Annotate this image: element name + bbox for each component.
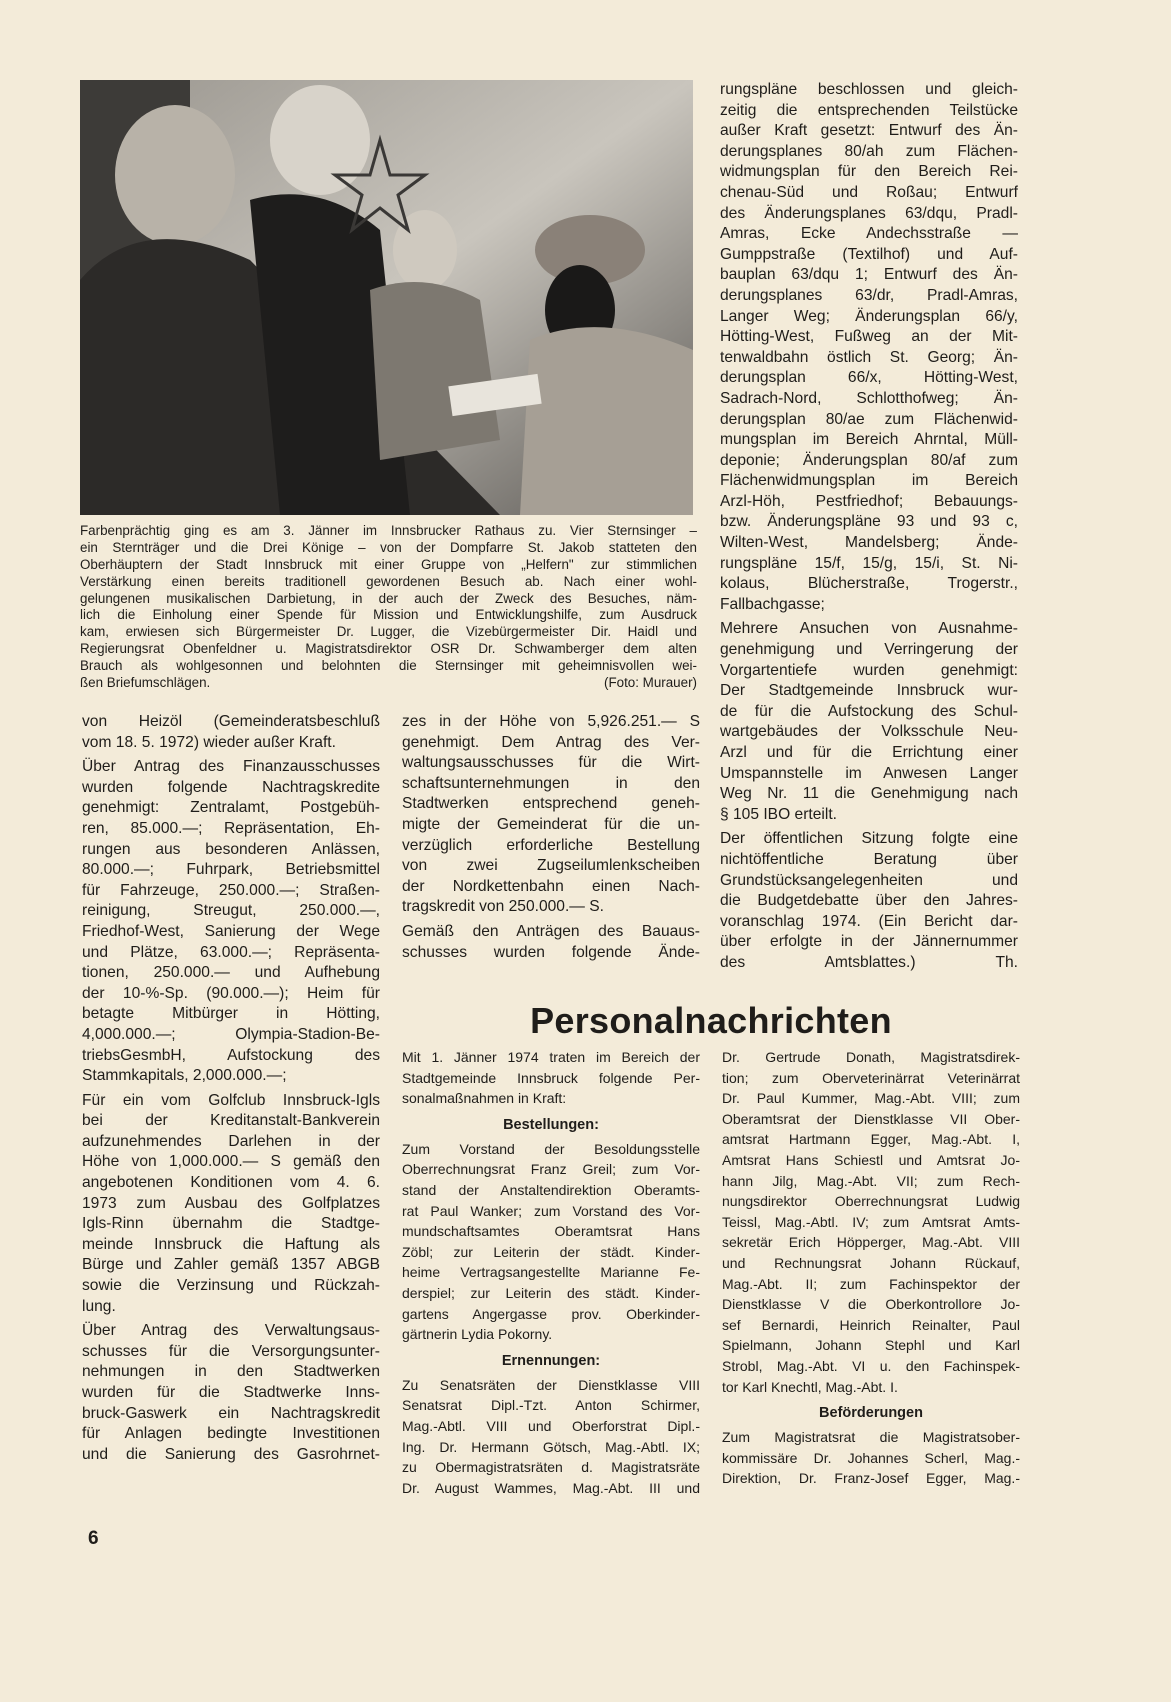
text-line: sef Bernardi, Heinrich Reinalter, Paul — [722, 1316, 1020, 1333]
text-line: betagte Mitbürger in Hötting, — [82, 1005, 380, 1023]
text-line: Spielmann, Johann Stephl und Karl — [722, 1337, 1020, 1354]
text-line: derungsplanes 63/dr, Pradl-Amras, — [720, 286, 1018, 304]
text-line: derungsplan 80/ae zum Flächenwid- — [720, 410, 1018, 428]
personnel-column-right — [722, 1047, 1020, 1489]
text-line: gärtnerin Lydia Pokorny. — [402, 1326, 553, 1343]
paragraph — [82, 1091, 380, 1318]
text-line: nichtöffentliche Beratung über — [720, 850, 1018, 868]
text-line: waltungsausschusses für die Wirt- — [402, 754, 700, 772]
paragraph — [402, 1139, 700, 1345]
text-line: bruck-Gaswerk ein Nachtragskredit — [82, 1404, 380, 1422]
text-line: zes in der Höhe von 5,926.251.— S — [402, 713, 700, 730]
text-line: Gumppstraße (Textilhof) und Auf- — [720, 245, 1018, 263]
caption-line: Regierungsrat Obenfeldner u. Magistratsdirektor OSR Dr. Schwamberger dem alten — [80, 641, 697, 657]
text-line: Der Stadtgemeinde Innsbruck wur- — [720, 682, 1018, 700]
text-line: Direktion, Dr. Franz-Josef Egger, Mag.- — [722, 1470, 1020, 1487]
text-line: Teissl, Mag.-Abtl. IV; zum Amtsrat Amts- — [722, 1213, 1020, 1230]
text-line: tor Karl Knechtl, Mag.-Abt. I. — [722, 1378, 898, 1395]
text-line: Dr. Paul Kummer, Mag.-Abt. VIII; zum — [722, 1090, 1020, 1107]
paragraph — [402, 1047, 700, 1109]
text-line: Dr. Gertrude Donath, Magistratsdirek- — [722, 1049, 1020, 1065]
text-line: derspiel; zur Leiterin des städt. Kinder- — [402, 1284, 700, 1301]
text-line: Amras, Ecke Andechsstraße — — [720, 225, 1018, 243]
paragraph — [82, 712, 380, 753]
text-line: Dienstklasse V die Oberkontrollore Jo- — [722, 1296, 1020, 1313]
text-line: gartens Angergasse prov. Oberkinder- — [402, 1305, 700, 1322]
text-line: der 10-%-Sp. (90.000.—); Heim für — [82, 984, 380, 1002]
text-line: Oberrechnungsrat Franz Greil; zum Vor- — [402, 1161, 700, 1178]
text-line: nungsdirektor Oberrechnungsrat Ludwig — [722, 1193, 1020, 1210]
text-line: schaftsunternehmungen in den — [402, 774, 700, 792]
text-line: Arzl-Höh, Pestfriedhof; Bebauungs- — [720, 492, 1018, 510]
paragraph — [402, 712, 700, 918]
text-line: Igls-Rinn übernahm die Stadtge- — [82, 1215, 380, 1233]
text-line: Mag.-Abt. II; zum Fachinspektor der — [722, 1275, 1020, 1292]
text-line: und Plätze, 63.000.—; Repräsenta- — [82, 943, 380, 961]
text-line: 1973 zum Ausbau des Golfplatzes — [82, 1194, 380, 1212]
sternsinger-photo — [80, 80, 693, 515]
text-line: amtsrat Hartmann Egger, Mag.-Abt. I, — [722, 1131, 1020, 1148]
paragraph — [82, 757, 380, 1087]
text-line: und die Sanierung des Gasrohrnet- — [82, 1445, 380, 1463]
text-line: reinigung, Streugut, 250.000.—, — [82, 902, 380, 920]
text-line: Wilten-West, Mandelsberg; Ände- — [720, 534, 1018, 552]
text-line: mungsplan im Bereich Ahrntal, Müll- — [720, 431, 1018, 449]
caption-line: ein Sternträger und die Drei Könige – von der Dompfarre St. Jakob statteten den — [80, 539, 697, 555]
text-line: derungsplan 66/x, Hötting-West, — [720, 369, 1018, 387]
text-line: zeitig die entsprechenden Teilstücke — [720, 101, 1018, 119]
paragraph — [82, 1321, 380, 1465]
photo-image — [80, 80, 693, 515]
paragraph — [722, 1047, 1020, 1397]
text-line: rungspläne beschlossen und gleich- — [720, 81, 1018, 98]
subheading: Beförderungen — [819, 1405, 923, 1422]
text-line: 80.000.—; Fuhrpark, Betriebsmittel — [82, 861, 380, 879]
text-line: Senatsrat Dipl.-Tzt. Anton Schirmer, — [402, 1397, 700, 1414]
text-line: von zwei Zugseilumlenkscheiben — [402, 857, 700, 875]
paragraph — [402, 1375, 700, 1499]
text-line: triebsGesmbH, Aufstockung des — [82, 1046, 380, 1064]
text-line: vom 18. 5. 1972) wieder außer Kraft. — [82, 733, 336, 751]
paragraph — [720, 619, 1018, 825]
text-line: Zum Magistratsrat die Magistratsober- — [722, 1429, 1020, 1446]
text-line: Zum Vorstand der Besoldungsstelle — [402, 1140, 700, 1157]
text-line: von Heizöl (Gemeinderatsbeschluß — [82, 713, 380, 730]
text-line: genehmigung und Verringerung der — [720, 641, 1018, 659]
text-line: Über Antrag des Verwaltungsaus- — [82, 1322, 380, 1340]
text-line: sekretär Erich Höpperger, Mag.-Abt. VIII — [722, 1234, 1020, 1251]
caption-line: lich die Einholung einer Spende für Mission und Entwicklungshilfe, zum Ausdruck — [80, 607, 697, 623]
text-line: zu Obermagistratsräten d. Magistratsräte — [402, 1459, 700, 1476]
paragraph — [402, 922, 700, 963]
text-line: und Rechnungsrat Johann Rückauf, — [722, 1254, 1020, 1271]
text-line: Arzl und für die Errichtung einer — [720, 744, 1018, 761]
text-line: wartgebäudes der Volksschule Neu- — [720, 723, 1018, 741]
caption-last-line — [80, 675, 697, 692]
text-line: widmungsplan für den Bereich Rei- — [720, 163, 1018, 181]
text-line: verzüglich erforderliche Bestellung — [402, 836, 700, 854]
text-line: sonalmaßnahmen in Kraft: — [402, 1090, 567, 1107]
text-line: tenwaldbahn östlich St. Georg; Än- — [720, 348, 1018, 366]
text-line: Weg Nr. 11 die Genehmigung nach — [720, 785, 1018, 803]
text-line: voranschlag 1974. (Ein Bericht dar- — [720, 912, 1018, 930]
text-line: Strobl, Mag.-Abt. VI u. den Fachinspek- — [722, 1357, 1020, 1374]
text-line: Gemäß den Anträgen des Bauaus- — [402, 922, 700, 940]
paragraph — [720, 829, 1018, 973]
text-line: kolaus, Blücherstraße, Trogerstr., — [720, 575, 1018, 593]
text-line: Mehrere Ansuchen von Ausnahme- — [720, 620, 1018, 638]
text-line: 4,000.000.—; Olympia-Stadion-Be- — [82, 1025, 380, 1043]
text-line: Höhe von 1,000.000.— S gemäß den — [82, 1153, 380, 1171]
page-number: 6 — [88, 1528, 99, 1549]
text-line: Langer Weg; Änderungsplan 66/y, — [720, 307, 1018, 325]
photo-credit: (Foto: Murauer) — [603, 675, 697, 691]
subheading: Bestellungen: — [503, 1116, 599, 1133]
caption-line: gelungenen musikalischen Darbietung, in der auch der Zweck des Besuches, näm- — [80, 590, 697, 606]
section-heading: Personalnachrichten — [530, 1000, 892, 1041]
caption-line: Farbenprächtig ging es am 3. Jänner im Innsbrucker Rathaus zu. Vier Sternsinger – — [80, 523, 697, 538]
text-line: bauplan 63/dqu 1; Entwurf des Än- — [720, 266, 1018, 284]
caption-line: Oberhäuptern der Stadt Innsbruck mit einer Gruppe von „Helfern" zur stimmlichen — [80, 556, 697, 572]
caption-line: Brauch als wohlgesonnen und belohnten die Sternsinger mit geheimnisvollen wei- — [80, 658, 697, 674]
text-line: mundschaftsamtes Oberamtsrat Hans — [402, 1223, 700, 1240]
text-line: Stammkapitals, 2,000.000.—; — [82, 1067, 287, 1085]
text-line: nehmungen in den Stadtwerken — [82, 1363, 380, 1381]
caption-text: ßen Briefumschlägen. — [80, 675, 211, 691]
text-line: Über Antrag des Finanzausschusses — [82, 758, 380, 776]
caption-line: kam, erwiesen sich Bürgermeister Dr. Lugger, die Vizebürgermeister Dir. Haidl und — [80, 624, 697, 640]
text-line: Vorgartentiefe wurden genehmigt: — [720, 661, 1018, 679]
text-line: des Änderungsplanes 63/dqu, Pradl- — [720, 204, 1018, 222]
text-line: Für ein vom Golfclub Innsbruck-Igls — [82, 1091, 380, 1109]
text-line: Der öffentlichen Sitzung folgte eine — [720, 830, 1018, 848]
text-line: derungsplanes 80/ah zum Flächen- — [720, 142, 1018, 160]
text-line: Stadtgemeinde Innsbruck folgende Per- — [402, 1069, 700, 1086]
text-line: de für die Aufstockung des Schul- — [720, 702, 1018, 720]
text-line: Flächenwidmungsplan im Bereich — [720, 472, 1018, 490]
text-line: Sadrach-Nord, Schlotthofweg; Än- — [720, 389, 1018, 407]
text-line: Bürge und Zahler gemäß 1357 ABGB — [82, 1256, 380, 1274]
text-line: heime Vertragsangestellte Marianne Fe- — [402, 1264, 700, 1281]
text-line: deponie; Änderungsplan 80/af zum — [720, 451, 1018, 469]
text-line: hann Jilg, Mag.-Abt. VII; zum Rech- — [722, 1172, 1020, 1189]
text-line: Dr. August Wammes, Mag.-Abt. III und — [402, 1479, 700, 1496]
text-line: rungen aus besonderen Anlässen, — [82, 840, 380, 858]
text-line: sowie die Verzinsung und Rückzah- — [82, 1277, 380, 1295]
text-line: tionen, 250.000.— und Aufhebung — [82, 964, 380, 982]
caption-line: Verstärkung einen bereits traditionell gewordenen Besuch ab. Nach einer wohl- — [80, 573, 697, 589]
text-line: die Budgetdebatte über den Jahres- — [720, 892, 1018, 910]
text-line: schusses für die Versorgungsunter- — [82, 1342, 380, 1360]
text-line: Oberamtsrat der Dienstklasse VII Ober- — [722, 1110, 1020, 1127]
text-line: Mag.-Abtl. VIII und Oberforstrat Dipl.- — [402, 1417, 700, 1434]
text-line: tion; zum Oberveterinärrat Veterinärrat — [722, 1069, 1020, 1086]
text-line: wurden folgende Nachtragskredite — [82, 778, 380, 796]
text-line: genehmigt: Zentralamt, Postgebüh- — [82, 799, 380, 817]
article-column-right — [720, 80, 1018, 974]
text-line: für Fahrzeuge, 250.000.—; Straßen- — [82, 881, 380, 899]
paragraph — [722, 1427, 1020, 1489]
text-line: Mit 1. Jänner 1974 traten im Bereich der — [402, 1049, 700, 1065]
text-line: kommissäre Dr. Johannes Scherl, Mag.- — [722, 1449, 1020, 1466]
text-line: für Anlagen bedingte Investitionen — [82, 1425, 380, 1443]
text-line: schusses wurden folgende Ände- — [402, 943, 700, 961]
text-line: stand der Anstaltendirektion Oberamts- — [402, 1181, 700, 1198]
text-line: rungspläne 15/f, 15/g, 15/i, St. Ni- — [720, 554, 1018, 572]
text-line: § 105 IBO erteilt. — [720, 805, 838, 823]
text-line: der Nordkettenbahn einen Nach- — [402, 877, 700, 895]
text-line: tragskredit von 250.000.— S. — [402, 898, 604, 916]
text-line: meinde Innsbruck die Haftung als — [82, 1235, 380, 1253]
text-line: Stadtwerken entsprechend geneh- — [402, 795, 700, 813]
text-line: migte der Gemeinderat für die un- — [402, 815, 700, 833]
paragraph — [720, 80, 1018, 615]
text-line: Umspannstelle im Anwesen Langer — [720, 764, 1018, 782]
text-line: Ing. Dr. Hermann Götsch, Mag.-Abtl. IX; — [402, 1438, 700, 1455]
text-line: lung. — [82, 1297, 116, 1315]
text-line: rat Paul Wanker; zum Vorstand des Vor- — [402, 1202, 700, 1219]
personnel-column-left — [402, 1047, 700, 1498]
text-line: Friedhof-West, Sanierung der Wege — [82, 922, 380, 940]
text-line: genehmigt. Dem Antrag des Ver- — [402, 733, 700, 751]
text-line: Amtsrat Hans Schiestl und Amtsrat Jo- — [722, 1151, 1020, 1168]
article-column-left — [82, 712, 380, 1465]
text-line: angebotenen Konditionen vom 4. 6. — [82, 1174, 380, 1192]
text-line: bei der Kreditanstalt-Bankverein — [82, 1112, 380, 1130]
article-column-middle — [402, 712, 700, 963]
text-line: außer Kraft gesetzt: Entwurf des Än- — [720, 122, 1018, 140]
subheading: Ernennungen: — [501, 1352, 601, 1369]
photo-caption — [80, 523, 697, 692]
text-line: ren, 85.000.—; Repräsentation, Eh- — [82, 819, 380, 837]
text-line: Hötting-West, Fußweg an der Mit- — [720, 328, 1018, 346]
text-line: aufzunehmendes Darlehen in der — [82, 1132, 380, 1150]
text-line: Zu Senatsräten der Dienstklasse VIII — [402, 1376, 700, 1393]
text-line: wurden für die Stadtwerke Inns- — [82, 1384, 380, 1401]
text-line: Fallbachgasse; — [720, 595, 825, 613]
text-line: chenau-Süd und Roßau; Entwurf — [720, 183, 1018, 201]
text-line: Zöbl; zur Leiterin der städt. Kinder- — [402, 1243, 700, 1260]
text-line: bzw. Änderungspläne 93 und 93 c, — [720, 513, 1018, 531]
text-line: über erfolgte in der Jännernummer — [720, 933, 1018, 951]
text-line: Grundstücksangelegenheiten und — [720, 871, 1018, 889]
text-line: des Amtsblattes.) Th. — [720, 953, 1018, 971]
